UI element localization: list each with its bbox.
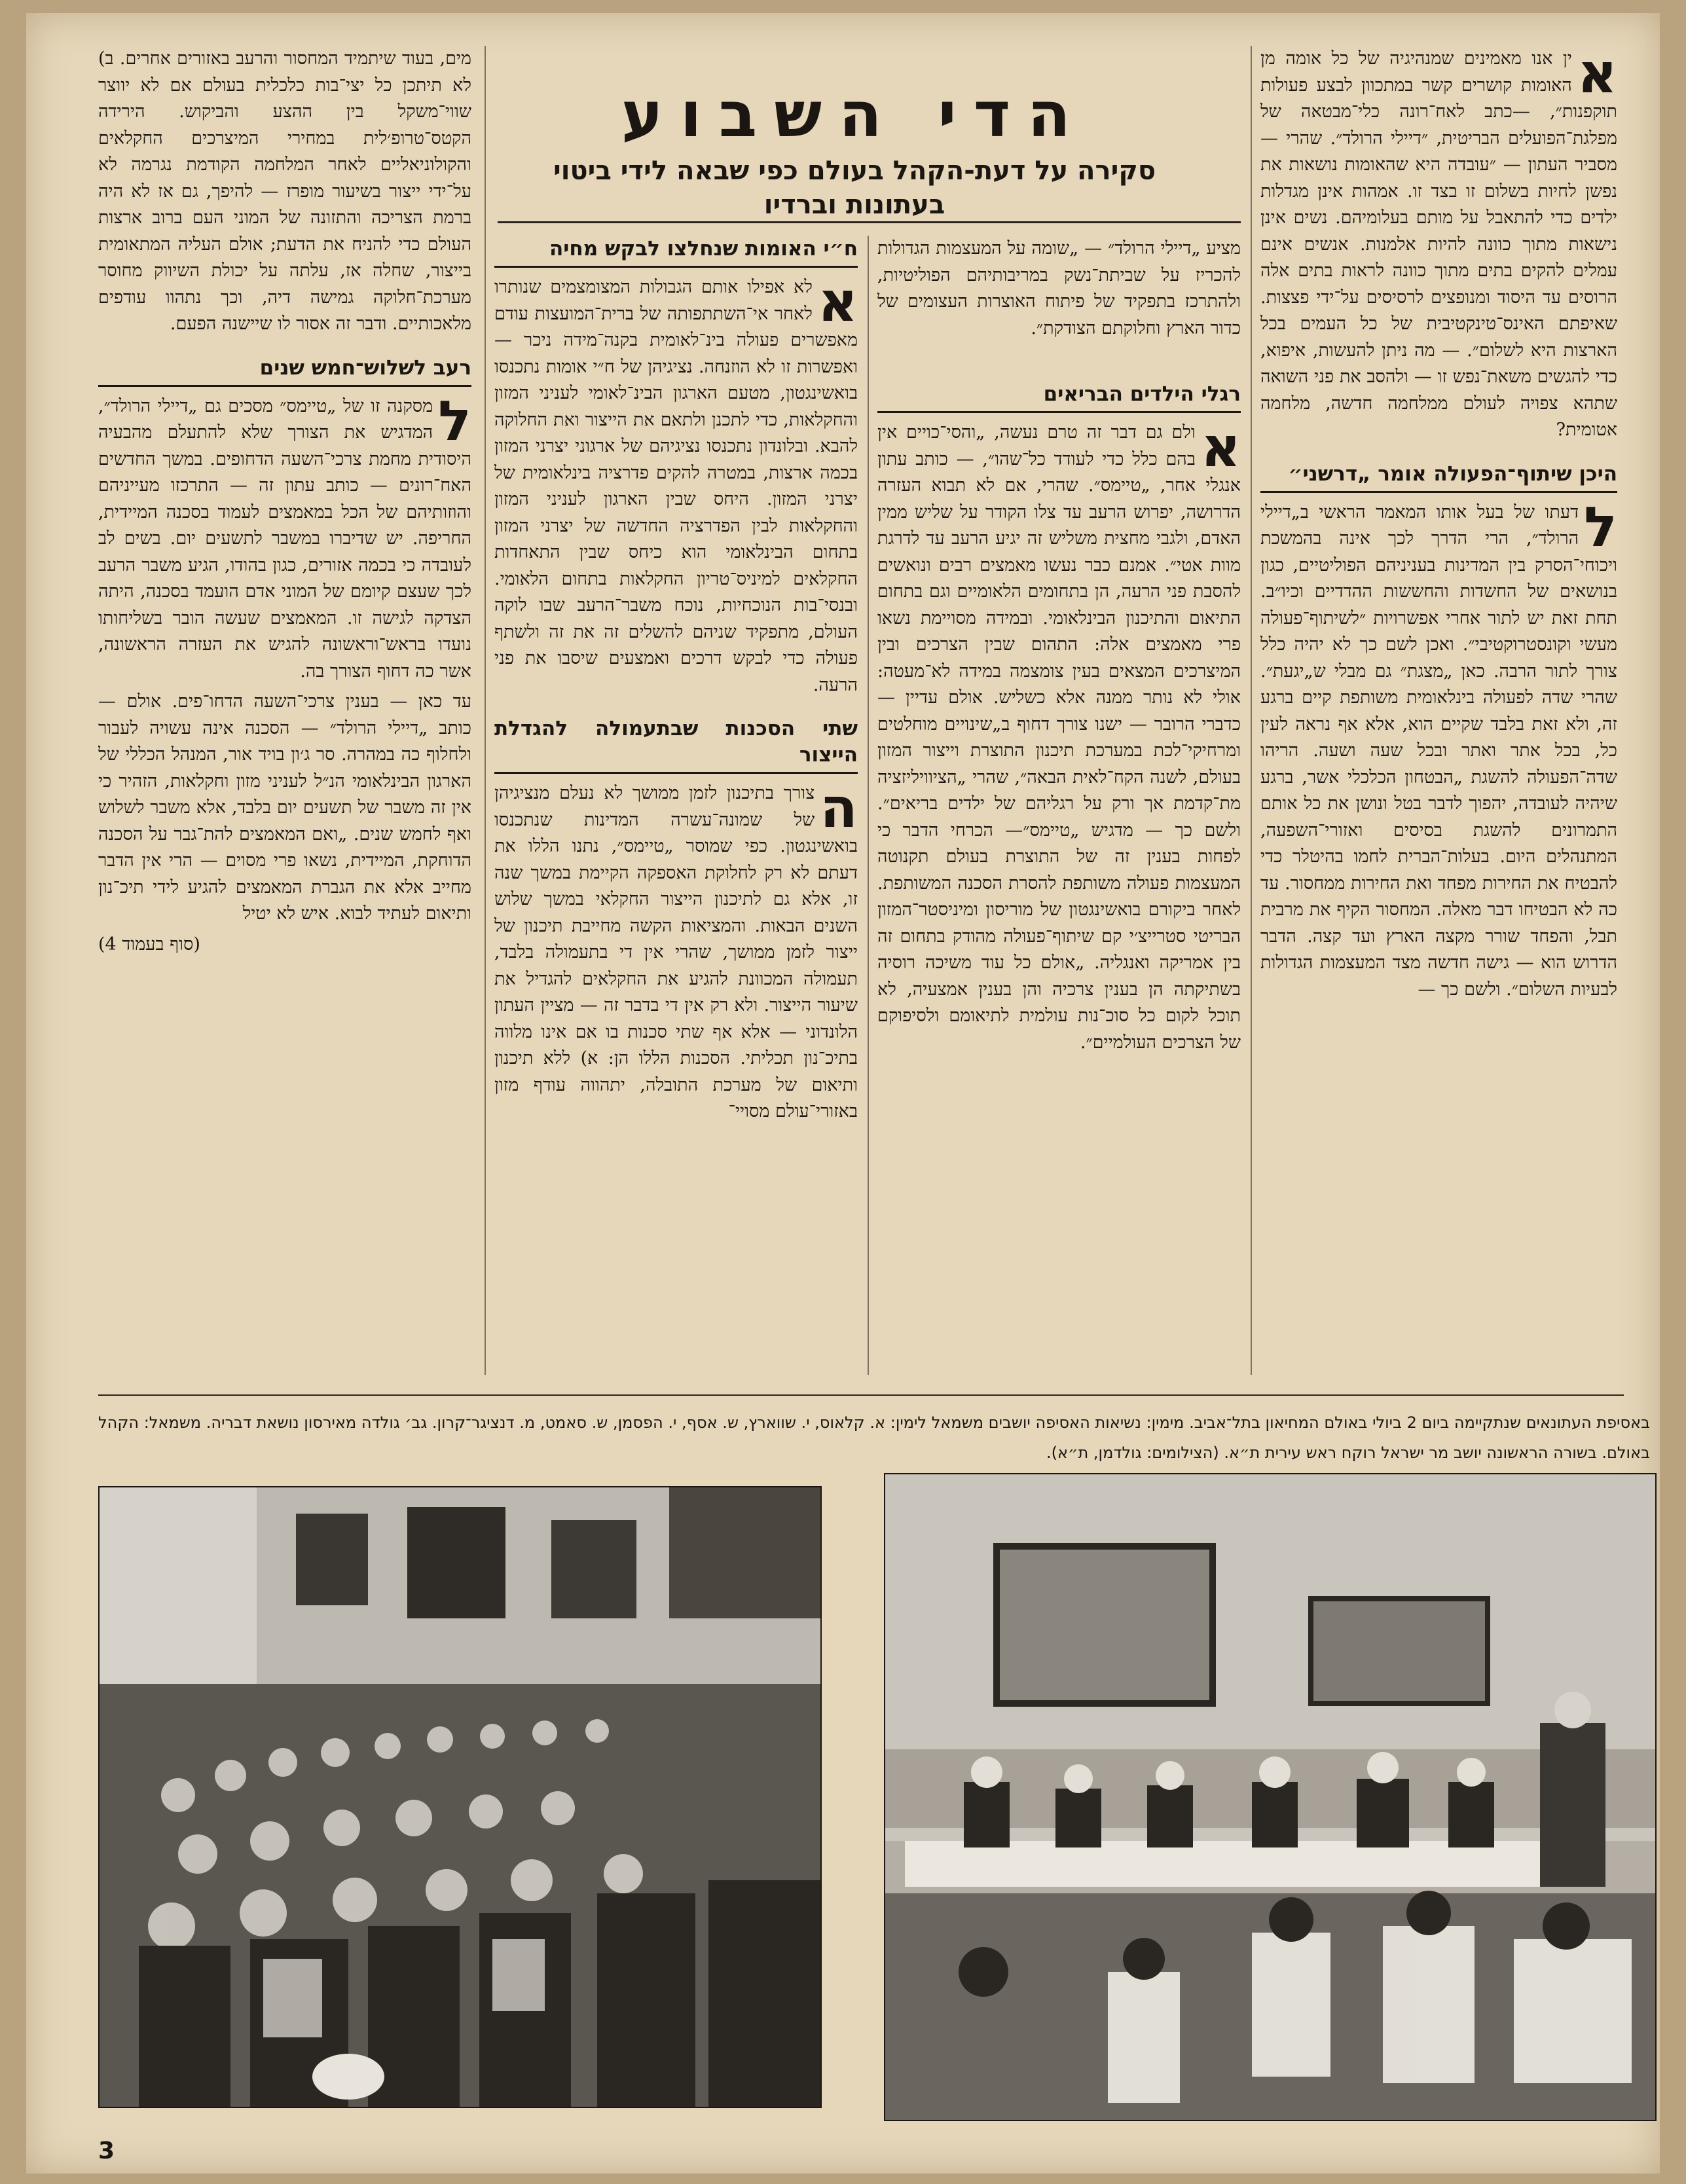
column-divider [868,236,869,1375]
article-column-3 [494,236,858,1375]
paragraph-text: מסקנה זו של „טיימס״ מסכים גם „דיילי הרולד״, המדגיש את הצורך שלא להתעלם מהבעיה היסודית מחמת צרכי־השעה הדחופים. במשך החדשים האח־רונים — כותב עתון זה — התרכזו מעייניהם והוזותיהם של הכל במאמצים לעמוד בסכנה המיידית, החריפה. יש שדיברו במשבר לתשעים יום. בשים לב לעובדה כי בכמה אזורים, כגון בהודו, הגיע משבר הרעב לכך שעצם קיומם של המוני אדם הועמד בסכנה, היתה הצדקה לגישה זו. המאמצים שעשה הובר בשליחותו נועדו בראש־וראשונה להגיש את העזרה הראשונה, אשר כה דחוף הצורך בה. [98,395,471,682]
section-heading: היכן שיתוף־הפעולה אומר „דרשני״ [1260,461,1617,493]
paragraph [494,270,858,699]
paragraph [494,776,858,1125]
paragraph: מציע „דיילי הרולד״ — „שומה על המעצמות הגדולות להכריז על שביתת־נשק במריבותיהם הפוליטיות, ולהתרכז בתפקיד של פיתוח האוצרות העצומים של כדור הארץ וחלוקתם הצודקת״. [877,238,1241,338]
paragraph-text: ין אנו מאמינים שמנהיגיה של כל אומה מן האומות קושרים קשר במתכוון לבצע פעולות תוקפנות״, —כתב לאח־רונה כלי־מבטאה של מפלגת־הפועלים הבריטית, ״דיילי הרולד״. שהרי —מסביר העתון — ״עובדה היא שהאומות נושאות את נפשן לחיות בשלום זו בצד זו. אמהות אינן מגדלות ילדים כדי להתאבל על מותם בעלומיהם. נשים אינן נישאות מתוך כוונה להיות אלמנות. אנשים אינם עמלים להקים בתים מתוך כוונה לראות בתים אלה הרוסים עד היסוד ומנופצים לרסיסים על־ידי פצצות. שאיפתם האינס־טינקטיבית של כל העמים בכל הארצות היא לשלום״. — מה ניתן להעשות, איפוא, כדי להגשים משאת־נפש זו — ולהסב את פני השואה שתהא צפויה לעולם ממלחמה חדשה, מלחמה אטומית? [1260,48,1617,440]
dropcap: א [1577,46,1617,105]
paragraph-text: צורך בתיכנון לזמן ממושך לא נעלם מנציגיהן של שמונה־עשרה המדינות שנתכנסו בואשינגטון. כפי שמוסר „טיימס״, נתנו הללו את דעתם לא רק לחלוקת האספקה הקיימת במשך שנה זו, אלא גם לתיכנון הייצור החקלאי במשך שלוש השנים הבאות. והמציאות הקשה מחייבת תיכנון של ייצור לזמן ממושך, שהרי אין די בתעמולה בלבד, תעמולה המכוונת להגיע את החקלאים להגדיל את שיעור הייצור. ולא רק אין די בדבר זה — מציין העתון הלונדוני — אלא אף שתי סכנות בו אם אינו מלווה בתיכ־נון תכליתי. הסכנות הללו הן: א) ללא תיכנון ותיאום של מערכת התובלה, יתהווה עודף מזון באזורי־עולם מסויי־ [494,783,858,1121]
photo-caption: באסיפת העתונאים שנתקיימה ביום 2 ביולי באולם המחיאון בתל־אביב. מימין: נשיאות האסיפה יושבים משמאל לימין: א. קלאוס, י. שווארץ, ש. אסף, י. הפסמן, ש. סאמט, מ. דנציגר־קרון. גב׳ גולדה מאירסון נושאת דבריה. משמאל: הקהל באולם. בשורה הראשונה יושב מר ישראל רוקח ראש עירית ת״א. (הצילומים: גולדמן, ת״א). [98,1413,1650,1462]
dropcap: א [817,270,858,334]
paragraph [1260,46,1617,444]
dropcap: ל [438,388,471,453]
paragraph: מים, בעוד שיתמיד המחסור והרעב באזורים אחרים. ב) לא תיתכן כל יצי־בות כלכלית בעולם אם לא יווצר שווי־משקל בין ההצע והביקוש. הירידה הקטס־טרופ׳לית במחירי המיצרכים החקלאים והקולוניאליים לאחר המלחמה הקודמת נגרמה לא על־ידי ייצור בשיעור מופרז — להיפך, גם אז לא היה ברמת הצריכה והתזונה של המוני העם ברוב ארצות העולם כדי להניח את הדעת; אולם העליה המתאומית בייצור, שחלה אז, עלתה על יכולת השיווק מחוסר מערכת־חלוקה גמישה דיה, וכך נתהוו עודפים מלאכותיים. ודבר זה אסור לו שיישנה הפעם. [98,48,471,334]
paragraph [98,388,471,685]
column-divider [1251,46,1252,1375]
audience-photo-image [100,1487,822,2108]
section-heading: רעב לשלוש־חמש שנים [98,355,471,387]
article-column-2 [877,236,1241,1375]
paragraph: עד כאן — בענין צרכי־השעה הדחו־פים. אולם — כותב „דיילי הרולד״ — הסכנה אינה עשויה לעבור ולחלוף כה במהרה. סר ג׳ון בויד אור, המנהל הכללי של הארגון הבינלאומי הנ״ל לעניני מזון וחקלאות, הזהיר כי אין זה משבר של תשעים יום בלבד, אלא משבר לשלוש ואף לחמש שנים. „ואם המאמצים להת־גבר על הסכנה הדוחקת, המיידית, נשאו פרי מסוים — הרי אין הדבר מחייב אלא את הגברת המאמצים להגיע לידי תיכ־נון ותיאום לעתיד לבוא. איש לא יטיל [98,691,471,924]
presidium-photo-image [885,1474,1657,2121]
paragraph-text: ולם גם דבר זה טרם נעשה, „והסי־כויים אין בהם כלל כדי לעודד כל־שהו״, — כותב עתון אנגלי אחר, „טיימס״. שהרי, אם לא תבוא העזרה הדרושה, יפרוש הרעב עד צלו הקודר על שליש ממין האדם, ולגבי מחצית משליש זה יגיע הרעב עד לדרגת מוות אטי״. אמנם כבר נעשו מאמצים רבים ונואשים להסבת פני הרעה, הן בתחומים הלאומיים וגם בתחום התיאום והתיכנון הבינלאומי. ובמידה מסויימת נשאו פרי מאמצים אלה: התהום שבין הצרכים ובין המיצרכים המצאים בעין צומצמה במידה לא־מעטה: אולי לא נותר ממנה אלא כשליש. אולם עדיין — כדברי הרובר — ישנו צורך דחוף ב„שינויים מוחלטים ומרחיקי־לכת במערכת תיכנון התוצרת וייצור המזון בעולם, לשנה הקח־לאית הבאה״, שהרי „הציוויליזציה מת־קדמת אך ורק על רגליהם של ילדים בריאים״. ולשם כך — מדגיש „טיימס״— הכרחי הדבר כי לפחות בענין זה של התוצרת בעולם תקנוטה המעצמות פעולה משותפת להסרת הסכנה המשותפת. לאחר ביקורם בואשינגטון של מוריסון ומיניסטר־המזון הבריטי סטרייצ׳י קם שיתוף־פעולה מהודק בתחום זה בין אמריקה ואנגליה. „אולם כל עוד משיכה רוסיה בשתיקתה הן בענין צרכיה והן בענין אמצעיה, לא תוכל לקום כל סוכ־נות עולמית לתיאומם ולסיפוקם של הצרכים העולמיים״. [877,422,1241,1053]
caption-rule [98,1394,1624,1396]
paragraph [877,415,1241,1056]
masthead-rule [498,221,1241,223]
presidium-photo [884,1473,1657,2121]
page-subtitle: סקירה על דעת-הקהל בעולם כפי שבאה לידי ביטוי [553,156,1156,186]
dropcap: ל [1584,494,1617,559]
paragraph [1260,494,1617,1004]
column-divider [485,46,486,1375]
article-column-1 [1260,46,1617,1375]
page-subtitle-line-2: בעתונות וברדיו [763,190,945,220]
dropcap: ה [820,776,858,840]
section-heading: ח״י האומות שנחלצו לבקש מחיה [494,236,858,268]
paragraph-text: לא אפילו אותם הגבולות המצומצמים שנותרו לאחר אי־השתתפותה של ברית־המועצות עודם מאפשרים פעולה בינ־לאומית בקנה־מידה ניכר — ואפשרות זו לא הוזנחה. נציגיהן של ח״י אומות נתכנסו בואשינגטון, מטעם הארגון הבינ־לאומי לעניני המזון והחקלאות, כדי לתכנן ולתאם את הייצור ואת החלוקה להבא. ובלונדון נתכנסו נציגיהם של ארגוני יצרני המזון בכמה ארצות, במטרה להקים פדרציה בינלאומית של יצרני המזון. היחס שבין הארגון לעניני המזון והחקלאות לבין הפדרציה החדשה של יצרני המזון בתחום הבינלאומי הוא כיחס שבין התאחדות החקלאים למיניס־טריון החקלאות בתחום הלאומי. ובנסי־בות הנוכחיות, נוכח משבר־הרעב שבו לוקה העולם, מתפקיד שניהם להשלים זה את זה ולשתף פעולה כדי לבקש דרכים ואמצעים שיסבו את פני הרעה. [494,277,858,695]
masthead [527,75,1182,222]
section-heading: רגלי הילדים הבריאים [877,381,1241,413]
article-column-4 [98,46,471,1375]
page-title: הדי השבוע [621,78,1088,151]
paragraph-text: דעתו של בעל אותו המאמר הראשי ב„דיילי הרולד״, הרי הדרך לכך אינה בהמשכת ויכוחי־הסרק בין המדינות בעניניהם הפוליטיים, כגון בנושאים של החשדות והחששות ההדדיים וכיו״ב. תחת זאת יש לתור אחרי אפשרויות ״לשיתוף־פעולה מעשי וקונסטרוקטיבי״. ואכן לשם כך לא יהיה כלל צורך לתור הרבה. כאן „מצגת״ גם מבלי ש„יגעת״. שהרי שדה לפעולה בינלאומית משותפת קיים ברגע זה, ולא זאת בלבד שקיים הוא, אלא אף נראה לעין כל, בכל אתר ואתר ובכל שעה ושעה. הריהו שדה־הפעולה להשגת „הבטחון הכלכלי אשר, ברגע שיהיה לעובדה, יהפוך לדבר בטל ונושן את כל אותם התמרונים להשגת בסיסים ואזורי־השפעה, המתנהלים היום. בעלות־הברית לחמו בהיטלר כדי להבטיח את החירות מפחד ואת החירות ממחסור. עד כה לא הבטיחו דבר מאלה. המחסור הקיף את מרבית תבל, והפחד שורר מקצה הארץ ועד קצה. הדבר הדרוש הוא — גישה חדשה מצד המעצמות הגדולות לבעיות השלום״. ולשם כך — [1260,501,1617,1000]
section-heading: שתי הסכנות שבתעמולה להגדלת הייצור [494,716,858,774]
dropcap: א [1200,415,1241,479]
continued-note: (סוף בעמוד 4) [98,934,200,955]
page-number: 3 [98,2138,115,2164]
audience-photo [98,1486,822,2108]
